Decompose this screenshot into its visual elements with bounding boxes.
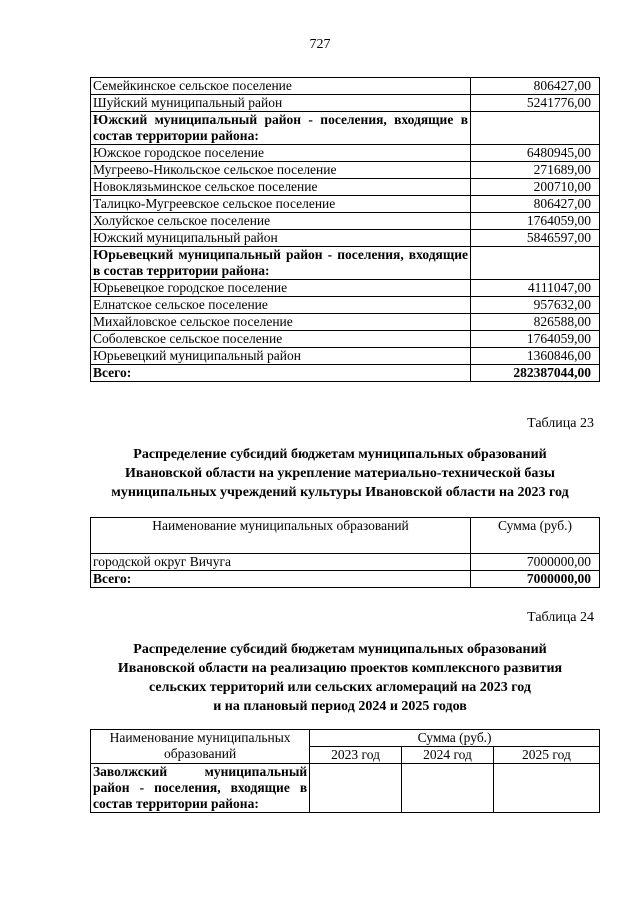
row-name: Михайловское сельское поселение — [91, 314, 471, 331]
row-value — [471, 247, 600, 280]
table-row — [91, 112, 600, 145]
table-row — [91, 331, 600, 348]
row-name: Шуйский муниципальный район — [91, 95, 471, 112]
row-name: Всего: — [91, 365, 471, 382]
table-row — [91, 213, 600, 230]
table-24-header-sum: Сумма (руб.) — [310, 730, 600, 747]
row-name: Соболевское сельское поселение — [91, 331, 471, 348]
table-row — [91, 297, 600, 314]
table-23-header-name: Наименование муниципальных образований — [91, 518, 471, 554]
table-row — [91, 179, 600, 196]
table-row — [91, 162, 600, 179]
table-row — [91, 280, 600, 297]
row-value: 826588,00 — [471, 314, 600, 331]
table-row — [91, 554, 600, 571]
table-24-caption: Таблица 24 — [527, 610, 594, 625]
table-row — [91, 571, 600, 588]
row-value — [471, 112, 600, 145]
row-name: Семейкинское сельское поселение — [91, 78, 471, 95]
row-value — [402, 764, 494, 813]
row-value: 6480945,00 — [471, 145, 600, 162]
table-23 — [90, 517, 600, 588]
row-value: 282387044,00 — [471, 365, 600, 382]
row-name: Всего: — [91, 571, 471, 588]
table-24-header-year: 2024 год — [402, 747, 494, 764]
table-row — [91, 196, 600, 213]
table-24-header-year: 2025 год — [493, 747, 599, 764]
table-24-title — [60, 640, 620, 716]
table-row — [91, 145, 600, 162]
table-row — [91, 78, 600, 95]
row-name: Южское городское поселение — [91, 145, 471, 162]
row-value — [493, 764, 599, 813]
table-row — [91, 764, 600, 813]
row-value: 4111047,00 — [471, 280, 600, 297]
row-value: 1764059,00 — [471, 213, 600, 230]
row-value: 5241776,00 — [471, 95, 600, 112]
row-name: Заволжский муниципальный район - поселения, входящие в состав территории района: — [91, 764, 310, 813]
row-name: Юрьевецкий муниципальный район — [91, 348, 471, 365]
row-value: 1764059,00 — [471, 331, 600, 348]
table-23-title — [60, 445, 620, 502]
table-23-caption: Таблица 23 — [527, 416, 594, 431]
row-value: 7000000,00 — [471, 554, 600, 571]
table-23-title-line: Ивановской области на укрепление материально-технической базы — [125, 466, 555, 481]
row-name: Елнатское сельское поселение — [91, 297, 471, 314]
subsidy-table-continued — [90, 77, 600, 382]
row-name: Мугреево-Никольское сельское поселение — [91, 162, 471, 179]
table-24-title-line: Ивановской области на реализацию проектов комплексного развития — [117, 661, 563, 676]
table-row — [91, 230, 600, 247]
table-row — [91, 348, 600, 365]
row-name: Талицко-Мугреевское сельское поселение — [91, 196, 471, 213]
row-value: 200710,00 — [471, 179, 600, 196]
row-value: 957632,00 — [471, 297, 600, 314]
table-24-header-year: 2023 год — [310, 747, 402, 764]
table-24-title-line: и на плановый период 2024 и 2025 годов — [213, 699, 467, 714]
row-name: Южский муниципальный район - поселения, входящие в состав территории района: — [91, 112, 471, 145]
table-row — [91, 365, 600, 382]
table-24-header-name: Наименование муниципальных образований — [91, 730, 310, 764]
table-row — [91, 314, 600, 331]
table-23-header-sum: Сумма (руб.) — [471, 518, 600, 554]
table-row — [91, 95, 600, 112]
row-name: Новоклязьминское сельское поселение — [91, 179, 471, 196]
row-name: Юрьевецкое городское поселение — [91, 280, 471, 297]
row-name: Южский муниципальный район — [91, 230, 471, 247]
row-value: 271689,00 — [471, 162, 600, 179]
table-24-title-line: Распределение субсидий бюджетам муниципальных образований — [133, 642, 547, 657]
row-value: 7000000,00 — [471, 571, 600, 588]
page-number: 727 — [309, 37, 331, 52]
table-24 — [90, 729, 600, 813]
row-value: 1360846,00 — [471, 348, 600, 365]
row-value: 806427,00 — [471, 78, 600, 95]
row-value — [310, 764, 402, 813]
table-row — [91, 247, 600, 280]
row-name: Холуйское сельское поселение — [91, 213, 471, 230]
row-name: Юрьевецкий муниципальный район - поселения, входящие в состав территории района: — [91, 247, 471, 280]
table-24-title-line: сельских территорий или сельских агломераций на 2023 год — [149, 680, 531, 695]
row-value: 5846597,00 — [471, 230, 600, 247]
table-23-title-line: Распределение субсидий бюджетам муниципальных образований — [133, 447, 547, 462]
row-name: городской округ Вичуга — [91, 554, 471, 571]
table-23-title-line: муниципальных учреждений культуры Ивановской области на 2023 год — [111, 485, 569, 500]
row-value: 806427,00 — [471, 196, 600, 213]
